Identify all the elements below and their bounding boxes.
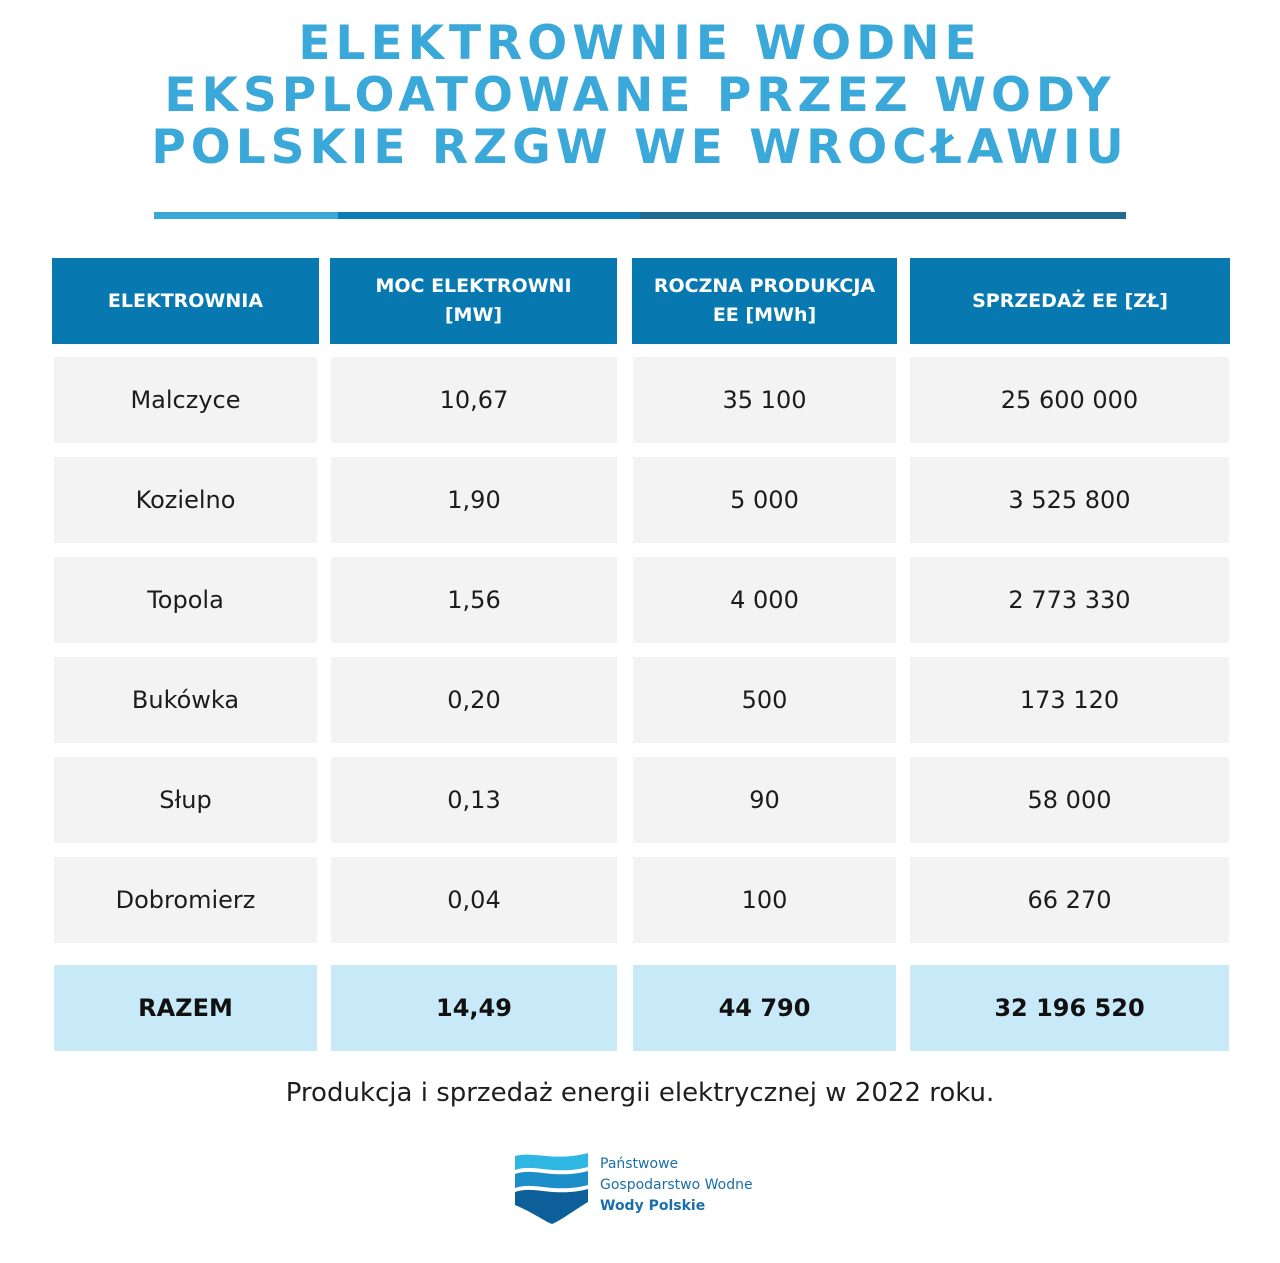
table-cell-elektrownia: Bukówka — [54, 657, 317, 743]
total-cell-produkcja: 44 790 — [633, 965, 896, 1051]
total-cell-moc: 14,49 — [331, 965, 617, 1051]
table-cell-moc: 0,20 — [331, 657, 617, 743]
logo — [514, 1150, 774, 1226]
page-title — [0, 18, 1280, 174]
title-line-2: EKSPLOATOWANE PRZEZ WODY — [164, 68, 1116, 123]
table-cell-elektrownia: Topola — [54, 557, 317, 643]
header-elektrownia — [52, 258, 319, 344]
title-line-3: POLSKIE RZGW WE WROCŁAWIU — [151, 120, 1129, 175]
logo-line-3: Wody Polskie — [600, 1198, 706, 1214]
header-label: ELEKTROWNIA — [107, 289, 264, 312]
table-cell-produkcja: 5 000 — [633, 457, 896, 543]
header-sprzedaz — [910, 258, 1230, 344]
table-cell-elektrownia: Słup — [54, 757, 317, 843]
table-cell-sprzedaz: 3 525 800 — [910, 457, 1229, 543]
table-cell-produkcja: 35 100 — [633, 357, 896, 443]
header-label-line-2: [MW] — [444, 304, 503, 326]
table-cell-moc: 0,13 — [331, 757, 617, 843]
table-cell-produkcja: 100 — [633, 857, 896, 943]
divider-segment-dark — [640, 212, 1126, 219]
table-cell-elektrownia: Malczyce — [54, 357, 317, 443]
table-cell-moc: 1,56 — [331, 557, 617, 643]
table-cell-produkcja: 4 000 — [633, 557, 896, 643]
table-cell-produkcja: 90 — [633, 757, 896, 843]
total-cell-sprzedaz: 32 196 520 — [910, 965, 1229, 1051]
table-cell-elektrownia: Kozielno — [54, 457, 317, 543]
header-moc — [330, 258, 617, 344]
table-cell-sprzedaz: 173 120 — [910, 657, 1229, 743]
header-label-line-2: EE [MWh] — [712, 304, 817, 326]
table-cell-sprzedaz: 58 000 — [910, 757, 1229, 843]
header-label-line-1: MOC ELEKTROWNI — [375, 275, 572, 297]
logo-text — [600, 1154, 753, 1217]
table-cell-produkcja: 500 — [633, 657, 896, 743]
caption: Produkcja i sprzedaż energii elektrycznej w 2022 roku. — [285, 1078, 995, 1108]
table-cell-sprzedaz: 25 600 000 — [910, 357, 1229, 443]
logo-line-2: Gospodarstwo Wodne — [600, 1177, 753, 1193]
divider-segment-light — [154, 212, 338, 219]
table-cell-moc: 1,90 — [331, 457, 617, 543]
wody-polskie-logo-icon — [514, 1150, 590, 1226]
table-cell-sprzedaz: 2 773 330 — [910, 557, 1229, 643]
table-cell-sprzedaz: 66 270 — [910, 857, 1229, 943]
header-produkcja — [632, 258, 897, 344]
divider-segment-mid — [338, 212, 640, 219]
header-label: SPRZEDAŻ EE [ZŁ] — [972, 289, 1168, 312]
table-cell-moc: 0,04 — [331, 857, 617, 943]
total-cell-elektrownia: RAZEM — [54, 965, 317, 1051]
table-header — [52, 258, 1230, 344]
table-cell-moc: 10,67 — [331, 357, 617, 443]
title-line-1: ELEKTROWNIE WODNE — [298, 16, 982, 71]
title-divider — [154, 212, 1126, 219]
logo-line-1: Państwowe — [600, 1156, 679, 1172]
table-cell-elektrownia: Dobromierz — [54, 857, 317, 943]
header-label-line-1: ROCZNA PRODUKCJA — [653, 275, 876, 297]
